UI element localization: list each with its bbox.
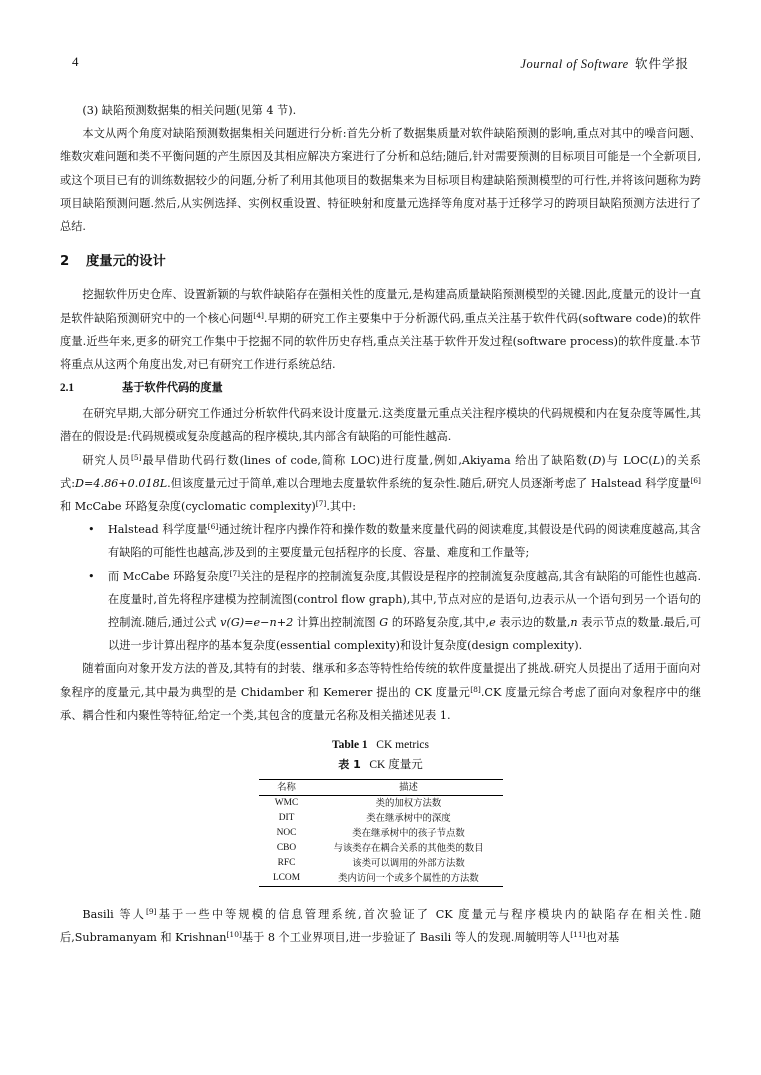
ck-metrics-table: [259, 779, 503, 887]
text-span: 和 McCabe 环路复杂度(cyclomatic complexity): [60, 500, 316, 514]
citation: [7]: [229, 568, 241, 578]
section-2-1-paragraph-2: [60, 449, 701, 519]
table-row: [259, 871, 503, 887]
metric-desc: 类在继承树中的孩子节点数: [352, 828, 465, 840]
running-header: [520, 54, 689, 72]
text-span: 基于 8 个工业界项目,进一步验证了 Basili 等人的发现.周毓明等人: [241, 931, 571, 945]
math-var: G: [379, 616, 389, 630]
table-row: [259, 796, 503, 812]
text-span: .但该度量元过于简单,难以合理地去度量软件系统的复杂性.随后,研究人员逐渐考虑了 Halstead 科学度量: [167, 476, 691, 490]
text-span: )与 LOC(: [601, 453, 653, 467]
math-var: L: [652, 453, 661, 467]
section-2-1-heading: [60, 377, 701, 399]
table-title: CK 度量元: [369, 759, 423, 772]
text-span: Halstead 科学度量: [108, 523, 208, 537]
math-formula: v(G)=e−n+2: [220, 616, 294, 630]
table-row: [259, 841, 503, 856]
metric-name: DIT: [278, 813, 295, 824]
metric-desc: 该类可以调用的外部方法数: [352, 858, 465, 870]
section-2-number: 2: [60, 254, 70, 270]
text-span: 表示边的数量,: [495, 616, 571, 630]
citation: [4]: [253, 310, 264, 320]
metric-desc: 类在继承树中的深度: [366, 813, 451, 825]
text-span: )的关系式:: [60, 453, 701, 490]
metric-name: NOC: [276, 828, 297, 839]
closing-paragraph: [60, 903, 701, 949]
metric-name: RFC: [277, 858, 296, 869]
section-2-1-paragraph-3: [60, 657, 701, 727]
text-span: 随着面向对象开发方法的普及,其特有的封装、继承和多态等特性给传统的软件度量提出了挑战.研究人员提出了适用于面向对象程序的度量元,其中最为典型的是 Chidamber 和 Kemerer 提出的 CK 度量元: [60, 662, 701, 699]
bullet-item-mccabe: [60, 565, 701, 658]
citation: [10]: [226, 930, 242, 940]
math-formula: D=4.86+0.018L: [75, 476, 168, 490]
text-span: 研究人员: [82, 453, 131, 467]
citation: [6]: [690, 475, 701, 485]
table-header-name: 名称: [259, 780, 315, 796]
math-var: D: [592, 453, 602, 467]
math-var: e: [489, 616, 496, 630]
table-1-caption-cn: [60, 755, 701, 775]
section-2-title: 度量元的设计: [86, 254, 166, 270]
citation: [9]: [145, 907, 157, 917]
metric-name: LCOM: [259, 871, 315, 887]
metric-desc: 类内访问一个或多个属性的方法数: [315, 871, 503, 887]
text-span: 而 McCabe 环路复杂度: [108, 569, 230, 583]
section-2-1-title: 基于软件代码的度量: [122, 381, 223, 395]
bullet-item-halstead: [60, 518, 701, 564]
table-header-desc: 描述: [315, 780, 503, 796]
bullet-icon: •: [88, 569, 95, 583]
table-label: Table 1: [331, 739, 368, 752]
text-span: Basili 等人: [82, 908, 146, 922]
text-span: 挖掘软件历史仓库、设置新颖的与软件缺陷存在强相关性的度量元,是构建高质量缺陷预测模型的关键.因此,度量元的设计一直是软件缺陷预测研究中的一个核心问题: [60, 288, 701, 325]
section-2-heading: [60, 250, 701, 273]
citation: [5]: [130, 452, 142, 462]
text-span: 通过统计程序内操作符和操作数的数量来度量代码的阅读难度,其假设是代码的阅读难度越高,其含有缺陷的可能性也越高,涉及到的主要度量元包括程序的长度、容量、难度和工作量等;: [108, 523, 701, 560]
section-2-1-paragraph-1: 在研究早期,大部分研究工作通过分析软件代码来设计度量元.这类度量元重点关注程序模块的代码规模和内在复杂度等属性,其潜在的假设是:代码规模或复杂度越高的程序模块,其内部含有缺陷的可能性越高.: [60, 407, 701, 444]
section-2-1-number: 2.1: [60, 382, 74, 395]
metric-desc: 与该类存在耦合关系的其他类的数目: [333, 843, 484, 855]
page-number: 4: [72, 54, 79, 69]
text-span: 关注的是程序的控制流复杂度,其假设是程序的控制流复杂度越高,其含有缺陷的可能性也越高.在度量时,首先将程序建模为控制流图(control flow graph),其中,节点对应的是语句,边表示从一个语句到另一个语句的控制流.随后,通过公式: [108, 569, 701, 630]
text-span: 基于一些中等规模的信息管理系统,首次验证了 CK 度量元与程序模块内的缺陷存在相关性.随后,Subramanyam 和 Krishnan: [60, 908, 701, 945]
table-row: [259, 826, 503, 841]
table-label: 表 1: [338, 758, 361, 772]
metric-name: CBO: [276, 843, 297, 854]
table-1-caption-en: [60, 735, 701, 755]
section-2-paragraph: [60, 283, 701, 376]
text-span: .早期的研究工作主要集中于分析源代码,重点关注基于软件代码(software code)的软件度量.近些年来,更多的研究工作集中于挖掘不同的软件历史存档,重点关注基于软件开发过程(software process)的软件度量.本节将重点从这两个角度出发,对已有研究工作进行系统总结.: [60, 311, 701, 372]
bullet-icon: •: [88, 523, 95, 537]
text-span: 的环路复杂度,其中,: [388, 616, 490, 630]
intro-item-3: (3) 缺陷预测数据集的相关问题(见第 4 节).: [82, 104, 297, 117]
table-header-row: [259, 780, 503, 796]
text-span: 最早借助代码行数(lines of code,简称 LOC)进行度量,例如,Akiyama 给出了缺陷数(: [141, 453, 593, 467]
table-title: CK metrics: [376, 739, 429, 752]
bullet-list: [60, 518, 701, 657]
citation: [8]: [470, 684, 481, 694]
metric-desc: 类的加权方法数: [375, 798, 442, 810]
table-row: [259, 811, 503, 826]
math-var: n: [570, 616, 578, 630]
citation: [11]: [570, 930, 586, 940]
citation: [7]: [315, 499, 327, 509]
text-span: 也对基: [585, 931, 620, 945]
metric-name: WMC: [274, 798, 299, 809]
text-span: 计算出控制流图: [293, 616, 380, 630]
citation: [6]: [207, 522, 219, 532]
text-span: 表示节点的数量.最后,可以进一步计算出程序的基本复杂度(essential complexity)和设计复杂度(design complexity).: [108, 616, 701, 653]
body-text: [60, 99, 701, 949]
table-row: [259, 856, 503, 871]
journal-name-cn: 软件学报: [634, 57, 689, 71]
text-span: .CK 度量元综合考虑了面向对象程序中的继承、耦合性和内聚性等特征,给定一个类,其包含的度量元名称及相关描述见表 1.: [60, 685, 702, 722]
intro-paragraph: 本文从两个角度对缺陷预测数据集相关问题进行分析:首先分析了数据集质量对软件缺陷预测的影响,重点对其中的噪音问题、维数灾难问题和类不平衡问题的产生原因及其相应解决方案进行了分析和总结;随后,针对需要预测的目标项目可能是一个全新项目,或这个项目已有的训练数据较少的问题,分析了利用其他项目的数据集来为目标项目构建缺陷预测模型的可行性,并将该问题称为跨项目缺陷预测问题.然后,从实例选择、实例权重设置、特征映射和度量元选择等角度对基于迁移学习的跨项目缺陷预测方法进行了总结.: [60, 127, 701, 234]
journal-name-en: Journal of Software: [520, 57, 629, 71]
text-span: .其中:: [326, 500, 357, 514]
